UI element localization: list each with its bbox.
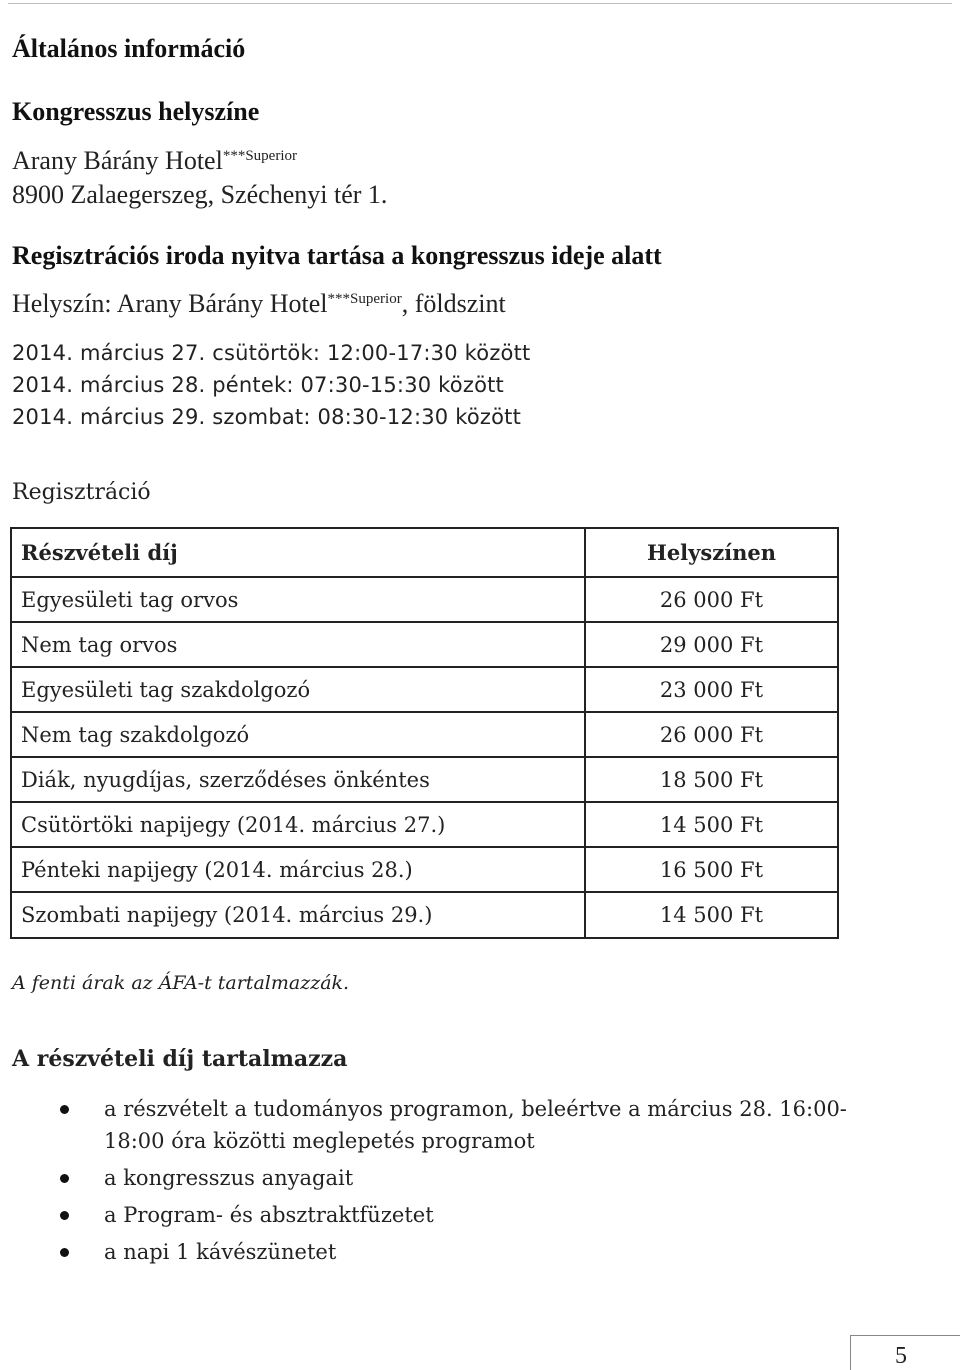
fee-table	[10, 527, 839, 939]
column-header-onsite: Helyszínen	[585, 528, 838, 577]
venue-hotel	[12, 146, 297, 176]
fee-amount: 16 500 Ft	[585, 847, 838, 892]
fee-category: Csütörtöki napijegy (2014. március 27.)	[11, 802, 585, 847]
fee-amount: 14 500 Ft	[585, 892, 838, 938]
fee-category: Szombati napijegy (2014. március 29.)	[11, 892, 585, 938]
includes-list	[0, 1093, 864, 1273]
bullet-icon	[60, 1174, 69, 1183]
table-row	[11, 802, 838, 847]
venue-heading: Kongresszus helyszíne	[12, 97, 260, 126]
list-item-text: a kongresszus anyagait	[104, 1166, 354, 1190]
list-item-text: a részvételt a tudományos programon, beleértve a március 28. 16:00-18:00 óra közötti meglepetés programot	[104, 1097, 847, 1153]
list-item-text: a Program- és absztraktfüzetet	[104, 1203, 434, 1227]
fee-amount: 26 000 Ft	[585, 712, 838, 757]
fee-category: Diák, nyugdíjas, szerződéses önkéntes	[11, 757, 585, 802]
list-item	[0, 1093, 864, 1157]
table-header-row	[11, 528, 838, 577]
fee-category: Nem tag szakdolgozó	[11, 712, 585, 757]
office-location-prefix: Helyszín: Arany Bárány Hotel	[12, 289, 328, 318]
table-row	[11, 577, 838, 622]
table-row	[11, 622, 838, 667]
fee-category: Pénteki napijegy (2014. március 28.)	[11, 847, 585, 892]
office-location-rating: ***Superior	[327, 291, 402, 307]
includes-heading: A részvételi díj tartalmazza	[12, 1046, 348, 1072]
bullet-icon	[60, 1248, 69, 1257]
schedule-line: 2014. március 29. szombat: 08:30-12:30 között	[12, 405, 522, 429]
office-location-suffix: , földszint	[401, 289, 506, 318]
office-heading: Regisztrációs iroda nyitva tartása a kongresszus ideje alatt	[12, 241, 662, 270]
bullet-icon	[60, 1211, 69, 1220]
fee-category: Nem tag orvos	[11, 622, 585, 667]
table-row	[11, 892, 838, 938]
office-schedule	[12, 337, 530, 433]
schedule-line: 2014. március 28. péntek: 07:30-15:30 között	[12, 373, 504, 397]
bullet-icon	[60, 1105, 69, 1114]
list-item	[0, 1162, 864, 1194]
table-row	[11, 847, 838, 892]
list-item-text: a napi 1 kávészünetet	[104, 1240, 337, 1264]
page-title: Általános információ	[12, 34, 246, 63]
venue-hotel-name: Arany Bárány Hotel	[12, 146, 223, 175]
table-row	[11, 712, 838, 757]
page-number: 5	[895, 1343, 907, 1369]
list-item	[0, 1236, 864, 1268]
top-rule	[8, 3, 952, 4]
fee-amount: 14 500 Ft	[585, 802, 838, 847]
registration-heading: Regisztráció	[12, 480, 151, 505]
fee-category: Egyesületi tag orvos	[11, 577, 585, 622]
fee-amount: 18 500 Ft	[585, 757, 838, 802]
schedule-line: 2014. március 27. csütörtök: 12:00-17:30 között	[12, 341, 531, 365]
fee-category: Egyesületi tag szakdolgozó	[11, 667, 585, 712]
list-item	[0, 1199, 864, 1231]
table-row	[11, 757, 838, 802]
fee-amount: 26 000 Ft	[585, 577, 838, 622]
venue-address: 8900 Zalaegerszeg, Széchenyi tér 1.	[12, 180, 388, 209]
fee-amount: 23 000 Ft	[585, 667, 838, 712]
column-header-fee: Részvételi díj	[11, 528, 585, 577]
office-location	[12, 289, 506, 319]
venue-hotel-rating: ***Superior	[222, 148, 297, 164]
fee-amount: 29 000 Ft	[585, 622, 838, 667]
vat-note: A fenti árak az ÁFA-t tartalmazzák.	[12, 972, 350, 994]
table-row	[11, 667, 838, 712]
